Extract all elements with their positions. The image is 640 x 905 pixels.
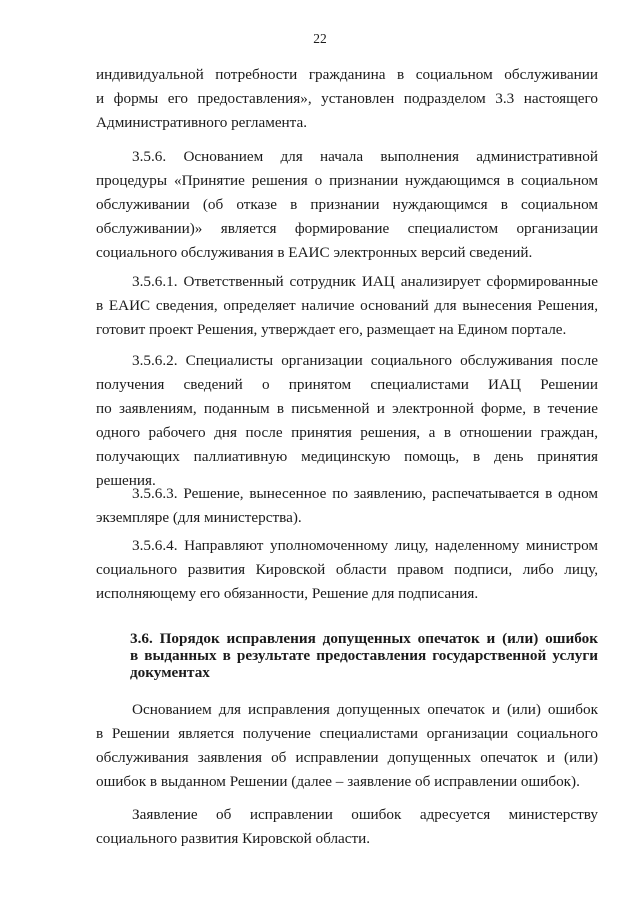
text-line: одного рабочего дня после принятия решения, а в отношении граждан, [96, 424, 598, 441]
text-line: социального развития Кировской области правом подписи, либо лицу, [96, 561, 598, 578]
text-line: получения сведений о принятом специалистами ИАЦ Решении [96, 376, 598, 393]
text-line: индивидуальной потребности гражданина в социальном обслуживании [96, 66, 598, 83]
text-line: готовит проект Решения, утверждает его, размещает на Едином портале. [96, 321, 567, 338]
text-line: исполняющему его обязанности, Решение для подписания. [96, 585, 479, 602]
text-line: обслуживания заявления об исправлении допущенных опечаток и (или) [96, 749, 598, 766]
text-line: в ЕАИС сведения, определяет наличие оснований для вынесения Решения, [96, 297, 598, 314]
text-line: Административного регламента. [96, 114, 308, 131]
section-paragraph [96, 698, 598, 794]
section-paragraph [96, 803, 598, 851]
text-line: 3.5.6.1. Ответственный сотрудник ИАЦ анализирует сформированные [132, 273, 598, 290]
heading-line: 3.6. Порядок исправления допущенных опечаток и (или) ошибок [130, 630, 598, 647]
text-line: Заявление об исправлении ошибок адресуется министерству [132, 806, 598, 823]
paragraph-3-5-6-2 [96, 349, 598, 493]
text-line: обслуживании (об отказе в признании нуждающимся в социальном [96, 196, 598, 213]
text-line: социального развития Кировской области. [96, 830, 371, 847]
section-heading [130, 630, 598, 681]
paragraph-3-5-6-4 [96, 534, 598, 606]
text-line: 3.5.6. Основанием для начала выполнения административной [132, 148, 598, 165]
text-line: ошибок в выданном Решении (далее – заявление об исправлении ошибок). [96, 773, 580, 790]
text-line: 3.5.6.4. Направляют уполномоченному лицу, наделенному министром [132, 537, 598, 554]
text-line: получающих паллиативную медицинскую помощь, в день принятия решения. [96, 448, 598, 489]
text-line: в Решении является получение специалистами организации социального [96, 725, 598, 742]
text-line: по заявлениям, поданным в письменной и электронной форме, в течение [96, 400, 598, 417]
page-number: 22 [313, 31, 327, 46]
heading-line: в выданных в результате предоставления государственной услуги [130, 647, 598, 664]
text-line: социального обслуживания в ЕАИС электронных версий сведений. [96, 244, 533, 261]
text-line: Основанием для исправления допущенных опечаток и (или) ошибок [132, 701, 598, 718]
paragraph-3-5-6-1 [96, 270, 598, 342]
text-line: 3.5.6.3. Решение, вынесенное по заявлению, распечатывается в одном [132, 485, 598, 502]
text-line: 3.5.6.2. Специалисты организации социального обслуживания после [132, 352, 598, 369]
text-line: экземпляре (для министерства). [96, 509, 302, 526]
text-line: и формы его предоставления», установлен подразделом 3.3 настоящего [96, 90, 598, 107]
paragraph-continuation [96, 63, 598, 135]
text-line: процедуры «Принятие решения о признании нуждающимся в социальном [96, 172, 598, 189]
heading-line: документах [130, 664, 210, 681]
paragraph-3-5-6-3 [96, 482, 598, 530]
paragraph-3-5-6 [96, 145, 598, 265]
text-line: обслуживании)» является формирование специалистом организации [96, 220, 598, 237]
